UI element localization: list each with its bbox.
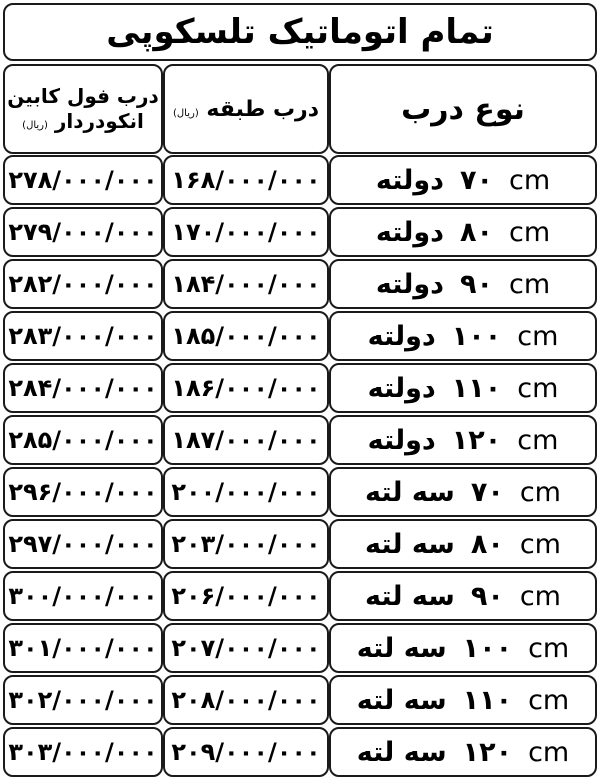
door-size-unit: cm — [509, 216, 551, 248]
header-floor-door-label: درب طبقه — [206, 96, 320, 122]
door-size: ۷۰ — [470, 476, 504, 508]
header-cabin-door-line1: درب فول کابین — [7, 84, 159, 108]
table-cell-floor-door-price: ۲۰۰/۰۰۰/۰۰۰ — [163, 467, 329, 517]
table-cell-cabin-door-price: ۲۷۹/۰۰۰/۰۰۰ — [3, 207, 163, 257]
table-cell-floor-door-price: ۲۰۷/۰۰۰/۰۰۰ — [163, 623, 329, 673]
page-title: تمام اتوماتیک تلسکوپی — [3, 3, 597, 61]
table-cell-floor-door-price: ۲۰۹/۰۰۰/۰۰۰ — [163, 727, 329, 777]
header-cabin-door-label2: انکودردار — [54, 109, 144, 133]
door-leaves: دولته — [375, 216, 445, 248]
table-cell-door-type — [329, 311, 597, 361]
header-cabin-door-line2 — [22, 109, 144, 134]
table-cell-floor-door-price: ۱۶۸/۰۰۰/۰۰۰ — [163, 155, 329, 205]
door-size-unit: cm — [517, 320, 559, 352]
door-leaves: دولته — [367, 320, 436, 352]
table-cell-door-type — [329, 519, 597, 569]
door-size-unit: cm — [509, 164, 551, 196]
door-size: ۱۱۰ — [462, 684, 513, 716]
table-cell-cabin-door-price: ۲۸۲/۰۰۰/۰۰۰ — [3, 259, 163, 309]
door-size-unit: cm — [519, 528, 561, 560]
door-size: ۱۰۰ — [462, 632, 513, 664]
door-size: ۷۰ — [460, 164, 493, 196]
door-size: ۸۰ — [470, 528, 504, 560]
table-cell-cabin-door-price: ۳۰۱/۰۰۰/۰۰۰ — [3, 623, 163, 673]
table-cell-door-type — [329, 415, 597, 465]
table-cell-door-type — [329, 467, 597, 517]
table-cell-door-type — [329, 675, 597, 725]
table-cell-cabin-door-price: ۳۰۰/۰۰۰/۰۰۰ — [3, 571, 163, 621]
header-door-type — [329, 64, 597, 154]
table-cell-cabin-door-price: ۲۸۴/۰۰۰/۰۰۰ — [3, 363, 163, 413]
table-cell-floor-door-price: ۱۸۶/۰۰۰/۰۰۰ — [163, 363, 329, 413]
door-leaves: دولته — [367, 424, 436, 456]
door-size-unit: cm — [519, 476, 561, 508]
table-cell-door-type — [329, 259, 597, 309]
door-size-unit: cm — [528, 736, 570, 768]
header-cabin-door — [3, 64, 163, 154]
table-cell-floor-door-price: ۲۰۸/۰۰۰/۰۰۰ — [163, 675, 329, 725]
door-leaves: دولته — [375, 164, 445, 196]
header-floor-door — [163, 64, 329, 154]
header-cabin-door-unit: (ریال) — [22, 120, 48, 131]
door-size-unit: cm — [528, 632, 570, 664]
table-cell-floor-door-price: ۱۸۴/۰۰۰/۰۰۰ — [163, 259, 329, 309]
table-cell-door-type — [329, 207, 597, 257]
door-leaves: سه لته — [356, 736, 447, 768]
table-cell-door-type — [329, 727, 597, 777]
door-size-unit: cm — [517, 372, 559, 404]
table-cell-floor-door-price: ۱۸۷/۰۰۰/۰۰۰ — [163, 415, 329, 465]
table-cell-cabin-door-price: ۲۸۳/۰۰۰/۰۰۰ — [3, 311, 163, 361]
table-cell-cabin-door-price: ۲۷۸/۰۰۰/۰۰۰ — [3, 155, 163, 205]
door-size-unit: cm — [519, 580, 561, 612]
table-cell-door-type — [329, 155, 597, 205]
table-cell-floor-door-price: ۱۸۵/۰۰۰/۰۰۰ — [163, 311, 329, 361]
table-cell-floor-door-price: ۲۰۳/۰۰۰/۰۰۰ — [163, 519, 329, 569]
table-cell-door-type — [329, 363, 597, 413]
table-cell-floor-door-price: ۱۷۰/۰۰۰/۰۰۰ — [163, 207, 329, 257]
door-leaves: دولته — [375, 268, 445, 300]
door-leaves: سه لته — [365, 476, 455, 508]
table-cell-cabin-door-price: ۳۰۲/۰۰۰/۰۰۰ — [3, 675, 163, 725]
door-size: ۹۰ — [460, 268, 493, 300]
table-cell-cabin-door-price: ۲۹۶/۰۰۰/۰۰۰ — [3, 467, 163, 517]
door-size-unit: cm — [517, 424, 559, 456]
table-cell-floor-door-price: ۲۰۶/۰۰۰/۰۰۰ — [163, 571, 329, 621]
door-size-unit: cm — [509, 268, 551, 300]
header-door-type-label: نوع درب — [401, 91, 525, 127]
door-size: ۱۰۰ — [451, 320, 502, 352]
header-floor-door-unit: (ریال) — [173, 107, 199, 119]
door-size: ۱۲۰ — [462, 736, 513, 768]
door-size: ۸۰ — [460, 216, 493, 248]
table-cell-cabin-door-price: ۳۰۳/۰۰۰/۰۰۰ — [3, 727, 163, 777]
door-leaves: دولته — [367, 372, 436, 404]
table-cell-cabin-door-price: ۲۹۷/۰۰۰/۰۰۰ — [3, 519, 163, 569]
door-leaves: سه لته — [356, 632, 447, 664]
header-floor-door-line — [173, 97, 319, 122]
door-leaves: سه لته — [356, 684, 447, 716]
table-cell-door-type — [329, 623, 597, 673]
door-leaves: سه لته — [365, 580, 455, 612]
door-leaves: سه لته — [365, 528, 455, 560]
table-cell-cabin-door-price: ۲۸۵/۰۰۰/۰۰۰ — [3, 415, 163, 465]
table-cell-door-type — [329, 571, 597, 621]
door-size: ۱۱۰ — [451, 372, 502, 404]
door-size-unit: cm — [528, 684, 570, 716]
door-size: ۱۲۰ — [451, 424, 502, 456]
door-size: ۹۰ — [470, 580, 504, 612]
